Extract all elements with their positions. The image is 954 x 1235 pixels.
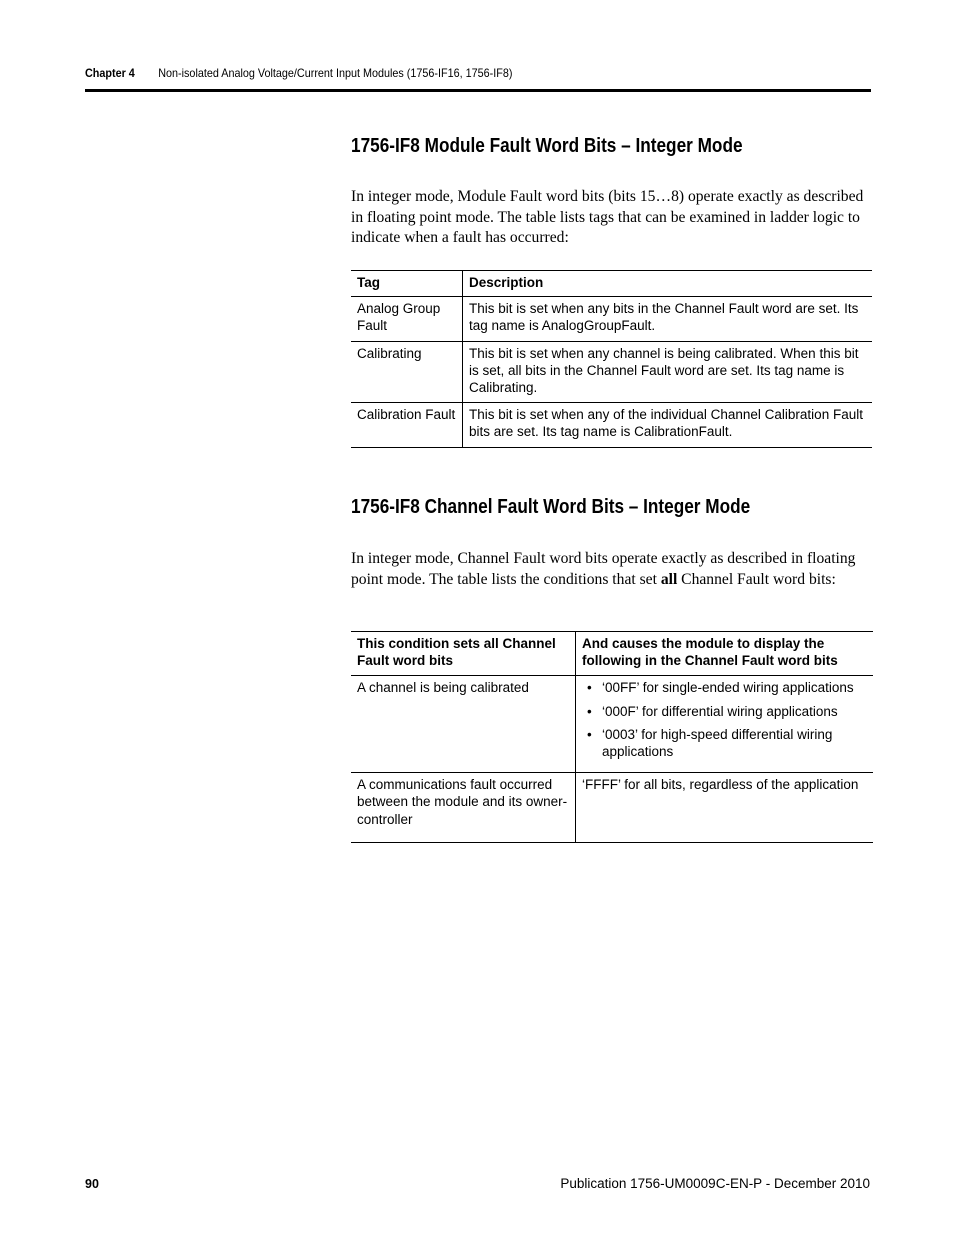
- column-header-description: Description: [463, 271, 873, 297]
- section-heading-channel-fault: 1756-IF8 Channel Fault Word Bits – Integer Mode: [351, 496, 751, 518]
- effect-cell: ‘FFFF’ for all bits, regardless of the application: [576, 773, 874, 843]
- section-paragraph-module-fault: In integer mode, Module Fault word bits (bits 15…8) operate exactly as described in floating point mode. The table lists tags that can be examined in ladder logic to indicate when a fault has occurred:: [351, 188, 864, 247]
- description-cell: This bit is set when any of the individual Channel Calibration Fault bits are set. Its tag name is CalibrationFault.: [463, 403, 873, 447]
- paragraph-emphasis: all: [660, 570, 678, 588]
- table-row: [351, 676, 873, 773]
- chapter-title: Non-isolated Analog Voltage/Current Input Modules (1756-IF16, 1756-IF8): [158, 66, 513, 80]
- condition-text: A communications fault occurred between the module and its owner-controller: [357, 777, 568, 827]
- tag-cell: Calibration Fault: [351, 403, 463, 447]
- list-item: • ‘0003’ for high-speed differential wiring applications: [582, 726, 867, 760]
- column-header-condition: This condition sets all Channel Fault word bits: [351, 632, 576, 676]
- table-row: [351, 773, 873, 843]
- paragraph-text: In integer mode, Channel Fault word bits operate exactly as described in floating point mode. The table lists the conditions that set: [351, 550, 856, 588]
- module-fault-tag-table: [351, 270, 872, 448]
- section-heading-module-fault: 1756-IF8 Module Fault Word Bits – Integer Mode: [351, 135, 743, 157]
- effect-cell: [576, 676, 874, 773]
- table-row: [351, 297, 872, 341]
- list-item: • ‘000F’ for differential wiring applications: [582, 703, 867, 720]
- header-rule: [85, 89, 871, 92]
- tag-cell: Calibrating: [351, 341, 463, 403]
- effect-list: [582, 679, 867, 760]
- column-header-display: And causes the module to display the following in the Channel Fault word bits: [576, 632, 874, 676]
- table-header-row: [351, 632, 873, 676]
- table-header-row: [351, 271, 872, 297]
- running-header: [85, 66, 512, 80]
- table-row: [351, 341, 872, 403]
- table-row: [351, 403, 872, 447]
- list-item: • ‘00FF’ for single-ended wiring applications: [582, 679, 867, 696]
- section-paragraph-channel-fault: [351, 549, 871, 590]
- description-cell: This bit is set when any channel is being calibrated. When this bit is set, all bits in the Channel Fault word are set. Its tag name is Calibrating.: [463, 341, 873, 403]
- page-number: 90: [85, 1177, 99, 1191]
- publication-info: Publication 1756-UM0009C-EN-P - December 2010: [560, 1176, 870, 1191]
- paragraph-text-end: Channel Fault word bits:: [677, 570, 836, 588]
- condition-cell: A channel is being calibrated: [351, 676, 576, 773]
- description-cell: This bit is set when any bits in the Channel Fault word are set. Its tag name is AnalogGroupFault.: [463, 297, 873, 341]
- tag-cell: Analog Group Fault: [351, 297, 463, 341]
- channel-fault-condition-table: [351, 631, 873, 843]
- chapter-label: Chapter 4: [85, 66, 135, 80]
- condition-cell: [351, 773, 576, 843]
- column-header-tag: Tag: [351, 271, 463, 297]
